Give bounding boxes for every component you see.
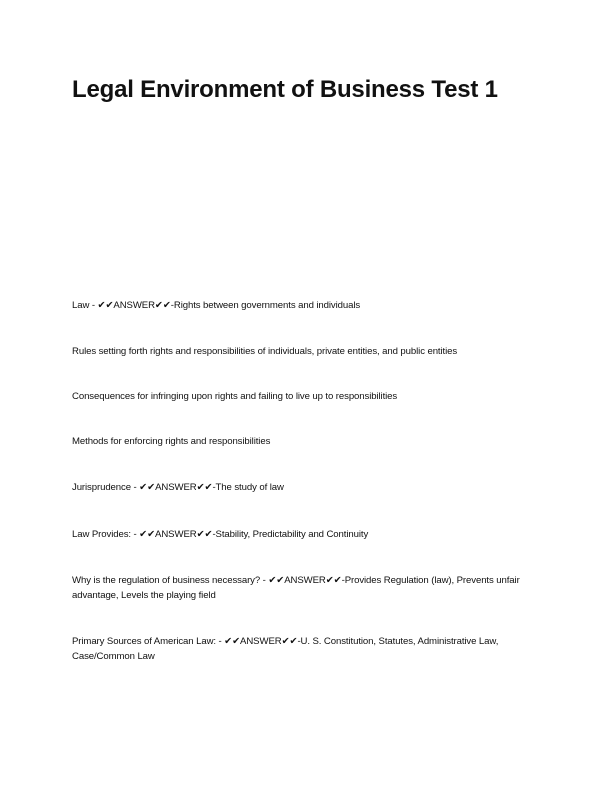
paragraph-rules: Rules setting forth rights and responsibilities of individuals, private entities, and public entities [72,346,458,357]
paragraph-methods: Methods for enforcing rights and responsibilities [72,436,271,447]
paragraph-jurisprudence: Jurisprudence - ✔✔ANSWER✔✔-The study of law [72,482,284,493]
document-title: Legal Environment of Business Test 1 [72,76,498,103]
paragraph-consequences: Consequences for infringing upon rights and failing to live up to responsibilities [72,391,398,402]
paragraph-regulation-necessary: Why is the regulation of business necessary? - ✔✔ANSWER✔✔-Provides Regulation (law), Prevents unfair advantage, Levels the playing field [72,575,520,601]
paragraph-law-definition: Law - ✔✔ANSWER✔✔-Rights between governments and individuals [72,300,361,311]
paragraph-law-provides: Law Provides: - ✔✔ANSWER✔✔-Stability, Predictability and Continuity [72,529,369,540]
paragraph-primary-sources: Primary Sources of American Law: - ✔✔ANSWER✔✔-U. S. Constitution, Statutes, Administrative Law, Case/Common Law [72,636,499,662]
